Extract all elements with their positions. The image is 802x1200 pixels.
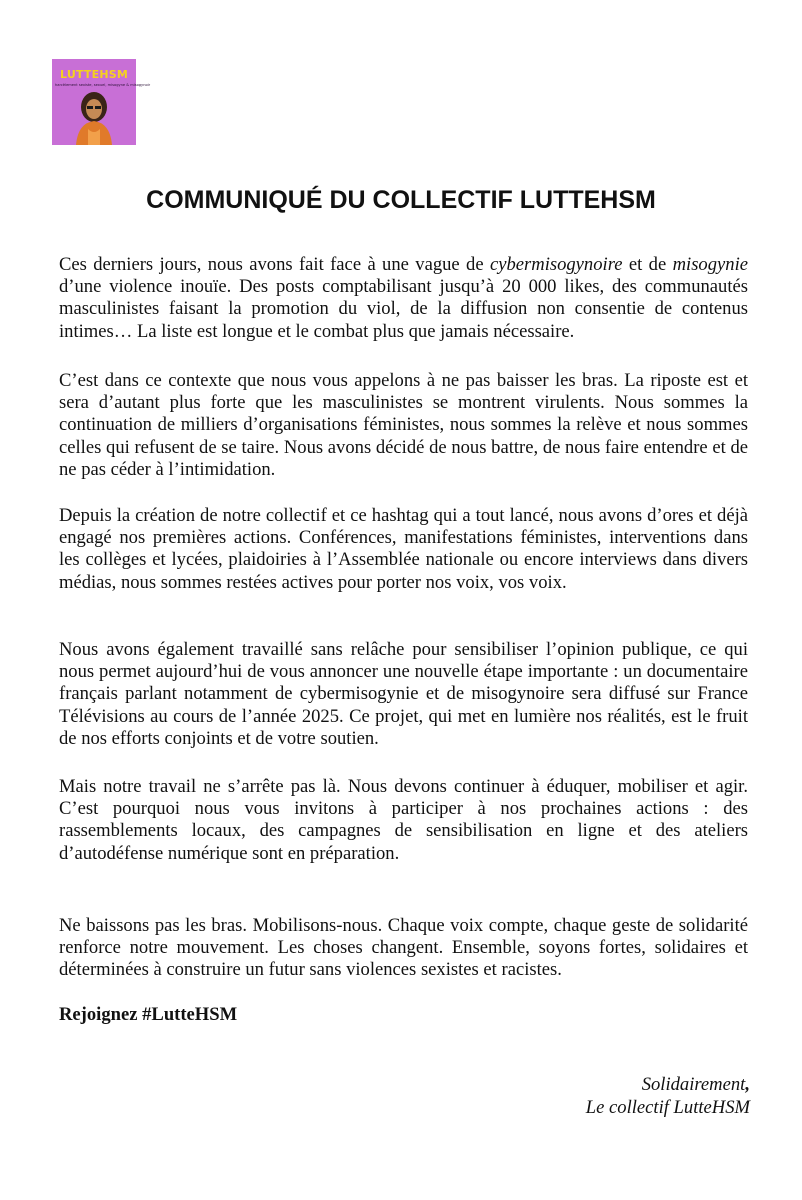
logo-title: LUTTEHSM [60, 68, 128, 81]
paragraph-6: Ne baissons pas les bras. Mobilisons-nous. Chaque voix compte, chaque geste de solidarité renforce notre mouvement. Les choses changent. Ensemble, soyons fortes, solidaires et déterminées à construire un futur sans violences sexistes et racistes. [59, 915, 748, 981]
paragraph-2: C’est dans ce contexte que nous vous appelons à ne pas baisser les bras. La riposte est et sera d’autant plus forte que les masculinistes se montrent virulents. Nous sommes la continuation de milliers d’organisations féministes, nous sommes la relève et nous sommes celles qui refusent de se taire. Nous avons décidé de nous battre, de nous faire entendre et de ne pas céder à l’intimidation. [59, 370, 748, 480]
signature-closing-text: Solidairement [641, 1074, 746, 1095]
paragraph-5: Mais notre travail ne s’arrête pas là. Nous devons continuer à éduquer, mobiliser et agir. C’est pourquoi nous vous invitons à participer à nos prochaines actions : des rassemblements locaux, des campagnes de sensibilisation en ligne et des ateliers d’autodéfense numérique sont en préparation. [59, 776, 748, 864]
paragraph-1-part-a: Ces derniers jours, nous avons fait face à une vague de [59, 254, 490, 275]
paragraph-1 [59, 254, 748, 343]
logo-subtitle: harcèlement sexiste, sexuel, misogyne & misogynoir [55, 83, 151, 87]
paragraph-1-part-e: d’une violence inouïe. Des posts comptabilisant jusqu’à 20 000 likes, des communautés masculinistes faisant la promotion du viol, de la diffusion non consentie de contenus intimes… La liste est longue et le combat plus que jamais nécessaire. [59, 276, 748, 342]
signature-closing-comma: , [745, 1074, 750, 1095]
paragraph-1-term-cybermisogynoire: cybermisogynoire [489, 254, 623, 275]
paragraph-1-part-c: et de [622, 254, 673, 275]
paragraph-4: Nous avons également travaillé sans relâche pour sensibiliser l’opinion publique, ce qui nous permet aujourd’hui de vous annoncer une nouvelle étape importante : un documentaire français parlant notamment de cybermisogynie et de misogynoire sera diffusé sur France Télévisions au cours de l’année 2025. Ce projet, qui met en lumière nos réalités, est le fruit de nos efforts conjoints et de votre soutien. [59, 639, 748, 749]
paragraph-1-term-misogynie: misogynie [672, 254, 748, 275]
paragraph-3: Depuis la création de notre collectif et ce hashtag qui a tout lancé, nous avons d’ores et déjà engagé nos premières actions. Conférences, manifestations féministes, interventions dans les collèges et lycées, plaidoiries à l’Assemblée nationale ou encore interviews dans divers médias, nous sommes restées actives pour porter nos voix, vos voix. [59, 505, 748, 593]
page-title: COMMUNIQUÉ DU COLLECTIF LUTTEHSM [146, 186, 656, 214]
collective-logo [52, 59, 151, 145]
signature-block [586, 1073, 750, 1119]
woman-portrait-icon [72, 89, 116, 145]
signature-closing [586, 1073, 750, 1096]
signature-collective-name: Le collectif LutteHSM [585, 1097, 750, 1118]
call-to-action-hashtag: Rejoignez #LutteHSM [59, 1004, 238, 1025]
